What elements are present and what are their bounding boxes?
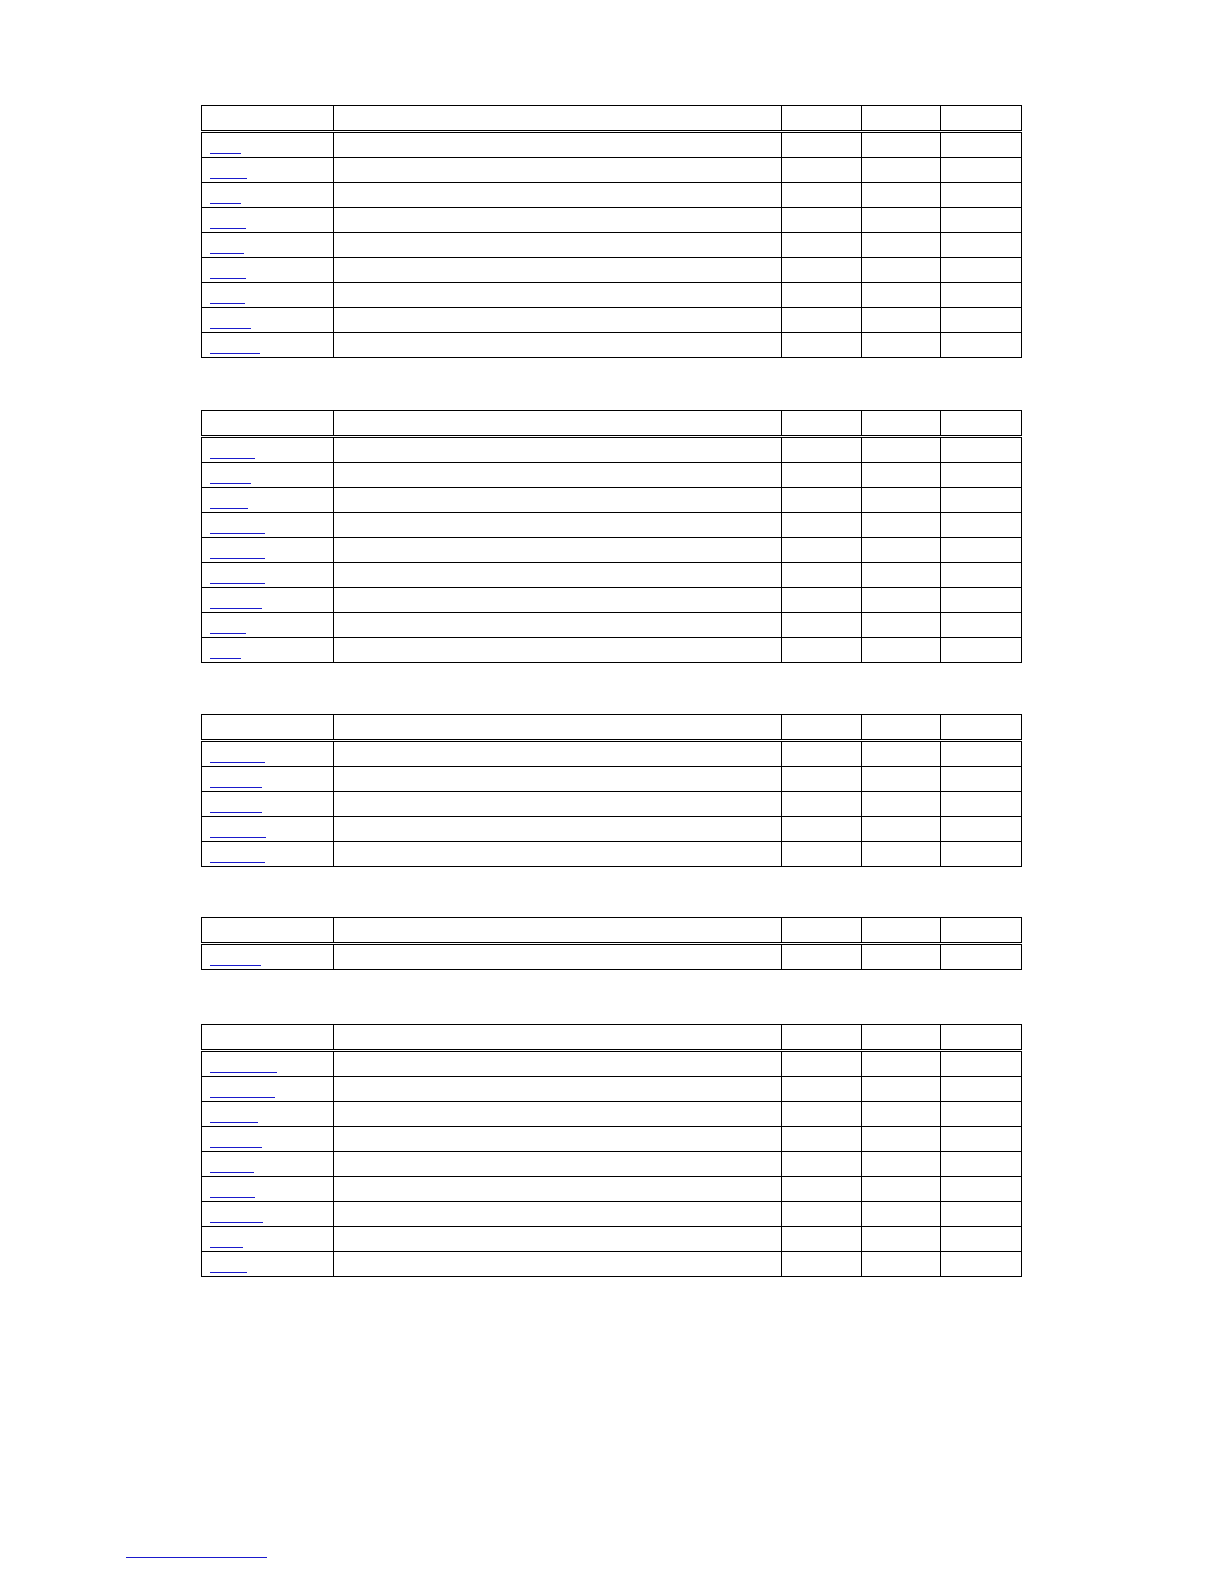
table-row <box>202 817 1022 842</box>
table-row <box>202 563 1022 588</box>
header-cell <box>334 411 782 437</box>
link-cell <box>202 183 334 208</box>
table-row <box>202 1227 1022 1252</box>
row-link[interactable] <box>210 787 262 788</box>
row-link[interactable] <box>210 203 241 204</box>
row-link[interactable] <box>210 278 246 279</box>
table-cell <box>862 1227 941 1252</box>
table-row <box>202 183 1022 208</box>
table-cell <box>334 1102 782 1127</box>
table-cell <box>782 741 862 767</box>
link-cell <box>202 944 334 970</box>
row-link[interactable] <box>210 1122 258 1123</box>
table-row <box>202 233 1022 258</box>
table-cell <box>334 437 782 463</box>
header-cell <box>941 106 1022 132</box>
table-cell <box>334 1152 782 1177</box>
header-cell <box>862 411 941 437</box>
table-cell <box>862 1127 941 1152</box>
table-cell <box>862 944 941 970</box>
table-cell <box>782 488 862 513</box>
row-link[interactable] <box>210 633 246 634</box>
table-cell <box>334 1077 782 1102</box>
table-cell <box>334 1252 782 1277</box>
header-cell <box>862 715 941 741</box>
row-link[interactable] <box>210 328 251 329</box>
footnote-link-underline[interactable] <box>126 1557 267 1558</box>
table-cell <box>941 767 1022 792</box>
table-cell <box>941 1202 1022 1227</box>
table-cell <box>941 1127 1022 1152</box>
table-cell <box>782 792 862 817</box>
table-cell <box>862 842 941 867</box>
row-link[interactable] <box>210 458 255 459</box>
data-table <box>201 714 1022 867</box>
link-cell <box>202 792 334 817</box>
table-cell <box>782 767 862 792</box>
table-cell <box>862 333 941 358</box>
data-table <box>201 917 1022 970</box>
table-cell <box>334 767 782 792</box>
data-table <box>201 105 1022 358</box>
table-cell <box>862 437 941 463</box>
table-cell <box>941 944 1022 970</box>
table-cell <box>334 308 782 333</box>
link-cell <box>202 741 334 767</box>
table-cell <box>862 1177 941 1202</box>
header-cell <box>782 1025 862 1051</box>
table-cell <box>941 333 1022 358</box>
table-cell <box>334 1127 782 1152</box>
table-cell <box>782 158 862 183</box>
table-cell <box>334 588 782 613</box>
link-cell <box>202 1051 334 1077</box>
link-cell <box>202 1127 334 1152</box>
header-cell <box>941 918 1022 944</box>
table-cell <box>941 308 1022 333</box>
table-cell <box>941 563 1022 588</box>
table-cell <box>782 513 862 538</box>
table-row <box>202 944 1022 970</box>
link-cell <box>202 638 334 663</box>
link-cell <box>202 1102 334 1127</box>
table-cell <box>334 132 782 158</box>
table-cell <box>334 183 782 208</box>
table-cell <box>941 1077 1022 1102</box>
table-cell <box>334 258 782 283</box>
link-cell <box>202 233 334 258</box>
table-cell <box>334 333 782 358</box>
link-cell <box>202 437 334 463</box>
table-cell <box>782 283 862 308</box>
table-cell <box>334 488 782 513</box>
table-cell <box>782 437 862 463</box>
link-cell <box>202 1227 334 1252</box>
table-cell <box>941 132 1022 158</box>
table-row <box>202 1202 1022 1227</box>
link-cell <box>202 158 334 183</box>
header-cell <box>941 715 1022 741</box>
row-link[interactable] <box>210 862 265 863</box>
row-link[interactable] <box>210 1197 255 1198</box>
table-cell <box>782 132 862 158</box>
link-cell <box>202 513 334 538</box>
link-cell <box>202 1077 334 1102</box>
table-cell <box>941 283 1022 308</box>
table-cell <box>782 817 862 842</box>
table-cell <box>941 792 1022 817</box>
table-row <box>202 208 1022 233</box>
table-cell <box>782 208 862 233</box>
table-cell <box>862 233 941 258</box>
table-cell <box>334 842 782 867</box>
table-cell <box>941 513 1022 538</box>
link-cell <box>202 842 334 867</box>
row-link[interactable] <box>210 533 265 534</box>
table-row <box>202 792 1022 817</box>
table-cell <box>862 588 941 613</box>
row-link[interactable] <box>210 965 261 966</box>
table-cell <box>782 1202 862 1227</box>
table-cell <box>941 842 1022 867</box>
header-cell <box>941 411 1022 437</box>
table-cell <box>782 1127 862 1152</box>
row-link[interactable] <box>210 1247 243 1248</box>
header-cell <box>202 1025 334 1051</box>
table-row <box>202 463 1022 488</box>
table-row <box>202 258 1022 283</box>
header-cell <box>202 106 334 132</box>
table-cell <box>862 513 941 538</box>
link-cell <box>202 132 334 158</box>
table-cell <box>334 638 782 663</box>
table-cell <box>862 158 941 183</box>
table-cell <box>862 1051 941 1077</box>
table-cell <box>862 308 941 333</box>
row-link[interactable] <box>210 762 265 763</box>
row-link[interactable] <box>210 353 260 354</box>
link-cell <box>202 767 334 792</box>
table-cell <box>782 613 862 638</box>
link-cell <box>202 1252 334 1277</box>
table-cell <box>862 258 941 283</box>
table-cell <box>334 741 782 767</box>
table-cell <box>334 233 782 258</box>
table-cell <box>334 792 782 817</box>
table-cell <box>862 741 941 767</box>
row-link[interactable] <box>210 303 245 304</box>
row-link[interactable] <box>210 837 266 838</box>
link-cell <box>202 308 334 333</box>
table-row <box>202 538 1022 563</box>
table-cell <box>782 563 862 588</box>
link-cell <box>202 1177 334 1202</box>
table-cell <box>782 944 862 970</box>
table-cell <box>782 638 862 663</box>
table-cell <box>782 308 862 333</box>
table-cell <box>862 817 941 842</box>
table-header-row <box>202 106 1022 132</box>
row-link[interactable] <box>210 1072 277 1073</box>
table-cell <box>941 817 1022 842</box>
table-cell <box>862 638 941 663</box>
table-row <box>202 1077 1022 1102</box>
table-cell <box>782 588 862 613</box>
table-cell <box>862 1152 941 1177</box>
table-header-row <box>202 411 1022 437</box>
data-table <box>201 1024 1022 1277</box>
link-cell <box>202 588 334 613</box>
table-cell <box>941 638 1022 663</box>
table-row <box>202 308 1022 333</box>
table-row <box>202 1177 1022 1202</box>
table-row <box>202 158 1022 183</box>
header-cell <box>862 918 941 944</box>
table-cell <box>862 1252 941 1277</box>
row-link[interactable] <box>210 483 251 484</box>
link-cell <box>202 283 334 308</box>
table-cell <box>862 1077 941 1102</box>
table-row <box>202 767 1022 792</box>
link-cell <box>202 1152 334 1177</box>
table-cell <box>782 1152 862 1177</box>
table-cell <box>941 183 1022 208</box>
row-link[interactable] <box>210 1172 254 1173</box>
link-cell <box>202 208 334 233</box>
row-link[interactable] <box>210 1222 263 1223</box>
header-cell <box>782 715 862 741</box>
table-cell <box>334 513 782 538</box>
link-cell <box>202 488 334 513</box>
table-cell <box>941 1177 1022 1202</box>
table-row <box>202 1127 1022 1152</box>
table-cell <box>941 538 1022 563</box>
table-cell <box>334 538 782 563</box>
table-cell <box>941 1252 1022 1277</box>
row-link[interactable] <box>210 1097 275 1098</box>
table-row <box>202 333 1022 358</box>
table-cell <box>941 488 1022 513</box>
table-cell <box>782 1227 862 1252</box>
table-cell <box>941 588 1022 613</box>
header-cell <box>782 411 862 437</box>
row-link[interactable] <box>210 228 246 229</box>
link-cell <box>202 333 334 358</box>
table-cell <box>782 842 862 867</box>
table-cell <box>334 1051 782 1077</box>
table-cell <box>334 1177 782 1202</box>
table-cell <box>941 741 1022 767</box>
row-link[interactable] <box>210 178 247 179</box>
table-cell <box>862 208 941 233</box>
table-cell <box>334 817 782 842</box>
table-cell <box>862 1102 941 1127</box>
table-cell <box>782 1077 862 1102</box>
table-cell <box>862 613 941 638</box>
table-cell <box>334 1202 782 1227</box>
row-link[interactable] <box>210 1147 262 1148</box>
table-cell <box>334 283 782 308</box>
table-cell <box>782 1102 862 1127</box>
table-cell <box>941 613 1022 638</box>
header-cell <box>782 106 862 132</box>
table-row <box>202 488 1022 513</box>
header-cell <box>862 1025 941 1051</box>
header-cell <box>334 106 782 132</box>
table-cell <box>334 158 782 183</box>
table-row <box>202 283 1022 308</box>
table-cell <box>782 1051 862 1077</box>
table-cell <box>334 208 782 233</box>
header-cell <box>782 918 862 944</box>
row-link[interactable] <box>210 508 248 509</box>
table-cell <box>862 792 941 817</box>
row-link[interactable] <box>210 253 244 254</box>
table-row <box>202 741 1022 767</box>
table-row <box>202 513 1022 538</box>
link-cell <box>202 563 334 588</box>
link-cell <box>202 817 334 842</box>
table-row <box>202 613 1022 638</box>
table-cell <box>862 183 941 208</box>
header-cell <box>862 106 941 132</box>
table-cell <box>862 563 941 588</box>
header-cell <box>334 1025 782 1051</box>
header-cell <box>202 715 334 741</box>
row-link[interactable] <box>210 1272 247 1273</box>
table-cell <box>782 183 862 208</box>
table-cell <box>334 1227 782 1252</box>
table-cell <box>782 1252 862 1277</box>
table-cell <box>941 1227 1022 1252</box>
table-cell <box>941 158 1022 183</box>
table-row <box>202 1152 1022 1177</box>
header-cell <box>334 918 782 944</box>
link-cell <box>202 463 334 488</box>
table-row <box>202 638 1022 663</box>
table-cell <box>782 1177 862 1202</box>
table-row <box>202 1051 1022 1077</box>
table-cell <box>941 1152 1022 1177</box>
table-cell <box>862 488 941 513</box>
table-row <box>202 437 1022 463</box>
table-cell <box>782 463 862 488</box>
data-table <box>201 410 1022 663</box>
header-cell <box>202 411 334 437</box>
row-link[interactable] <box>210 583 265 584</box>
table-row <box>202 588 1022 613</box>
table-cell <box>941 208 1022 233</box>
table-cell <box>862 767 941 792</box>
table-cell <box>334 944 782 970</box>
table-cell <box>941 258 1022 283</box>
link-cell <box>202 258 334 283</box>
table-cell <box>782 233 862 258</box>
table-cell <box>782 538 862 563</box>
row-link[interactable] <box>210 658 241 659</box>
table-cell <box>862 283 941 308</box>
table-cell <box>782 333 862 358</box>
table-cell <box>941 1102 1022 1127</box>
table-cell <box>862 463 941 488</box>
table-cell <box>782 258 862 283</box>
table-cell <box>941 1051 1022 1077</box>
table-cell <box>941 437 1022 463</box>
table-cell <box>862 538 941 563</box>
table-cell <box>334 563 782 588</box>
table-cell <box>862 132 941 158</box>
table-row <box>202 132 1022 158</box>
header-cell <box>941 1025 1022 1051</box>
table-row <box>202 842 1022 867</box>
table-cell <box>862 1202 941 1227</box>
link-cell <box>202 613 334 638</box>
link-cell <box>202 1202 334 1227</box>
row-link[interactable] <box>210 812 262 813</box>
table-header-row <box>202 715 1022 741</box>
link-cell <box>202 538 334 563</box>
table-cell <box>941 463 1022 488</box>
table-row <box>202 1252 1022 1277</box>
table-cell <box>334 613 782 638</box>
table-cell <box>941 233 1022 258</box>
row-link[interactable] <box>210 558 265 559</box>
row-link[interactable] <box>210 153 241 154</box>
header-cell <box>334 715 782 741</box>
table-header-row <box>202 1025 1022 1051</box>
header-cell <box>202 918 334 944</box>
table-header-row <box>202 918 1022 944</box>
row-link[interactable] <box>210 608 262 609</box>
table-cell <box>334 463 782 488</box>
table-row <box>202 1102 1022 1127</box>
